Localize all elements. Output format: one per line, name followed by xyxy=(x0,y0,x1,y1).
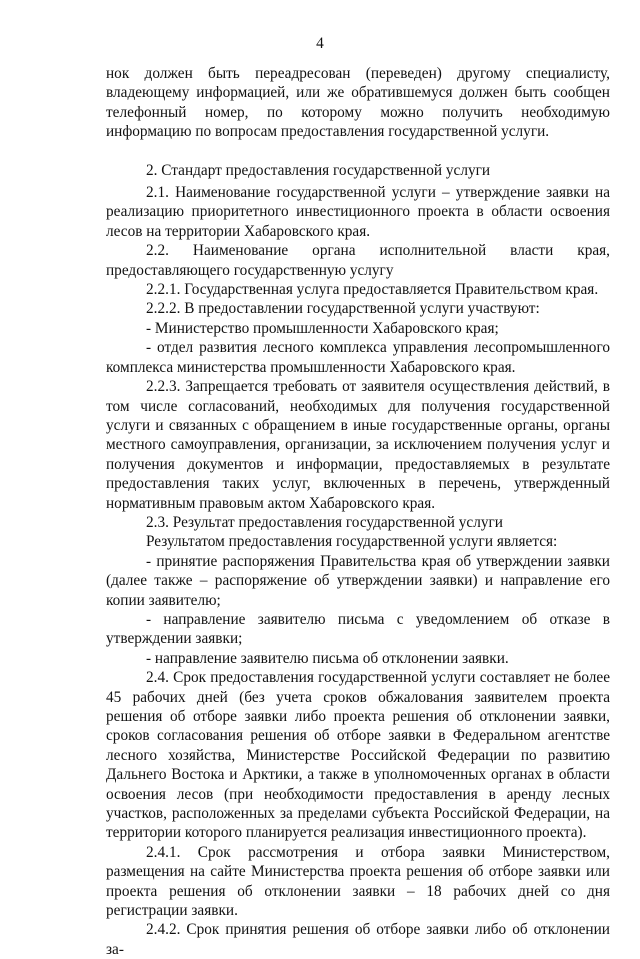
list-item-ministry: - Министерство промышленности Хабаровского края; xyxy=(146,319,499,337)
paragraph-2-4-1: 2.4.1. Срок рассмотрения и отбора заявки Министерством, размещения на сайте Министерства проекта решения об отборе заявки или проекта решения об отклонении заявки – 18 рабочих дней со дня регистрации заявки. xyxy=(106,843,610,920)
list-item-forest-department: - отдел развития лесного комплекса управления лесопромышленного комплекса министерства промышленности Хабаровского края. xyxy=(106,339,610,376)
paragraph-2-4: 2.4. Срок предоставления государственной услуги составляет не более 45 рабочих дней (без учета сроков обжалования заявителем проекта решения об отборе заявки либо проекта решения об отклонении заявки, сроков согласования решения об отборе заявки в Федеральном агентстве лесного хозяйства, Министерстве Российской Федерации по развитию Дальнего Востока и Арктики, а также в уполномоченных органах в области освоения лесов (при необходимости предоставления в аренду лесных участков, расположенных за пределами субъекта Российской Федерации, на территории которого планируется реализация инвестиционного проекта). xyxy=(106,669,610,842)
paragraph-continuation: нок должен быть переадресован (переведен) другому специалисту, владеющему информацией, или же обратившемуся должен быть сообщен телефонный номер, по которому можно получить необходимую информацию по вопросам предоставления государственной услуги. xyxy=(106,65,610,141)
list-item-rejection-letter: - направление заявителю письма об отклонении заявки. xyxy=(146,649,509,667)
section-heading-standard: 2. Стандарт предоставления государственной услуги xyxy=(146,161,491,179)
paragraph-2-4-2: 2.4.2. Срок принятия решения об отборе заявки либо об отклонении за- xyxy=(106,921,610,958)
paragraph-2-3: 2.3. Результат предоставления государственной услуги xyxy=(146,513,503,531)
paragraph-2-2-2: 2.2.2. В предоставлении государственной услуги участвуют: xyxy=(146,300,540,318)
paragraph-2-2-1: 2.2.1. Государственная услуга предоставляется Правительством края. xyxy=(146,281,599,299)
paragraph-2-2: 2.2. Наименование органа исполнительной власти края, предоставляющего государственную услугу xyxy=(106,242,610,279)
page-number: 4 xyxy=(316,35,324,52)
list-item-order: - принятие распоряжения Правительства края об утверждении заявки (далее также – распоряжение об утверждении заявки) и направление его копии заявителю; xyxy=(106,552,610,609)
paragraph-2-2-3: 2.2.3. Запрещается требовать от заявителя осуществления действий, в том числе согласований, необходимых для получения государственной услуги и связанных с обращением в иные государственные органы, органы местного самоуправления, организации, за исключением получения услуг и получения документов и информации, предоставляемых в результате предоставления таких услуг, включенных в перечень, утвержденный нормативным правовым актом Хабаровского края. xyxy=(106,378,610,512)
paragraph-2-1: 2.1. Наименование государственной услуги – утверждение заявки на реализацию приоритетного инвестиционного проекта в области освоения лесов на территории Хабаровского края. xyxy=(106,184,610,240)
document-body xyxy=(106,64,610,959)
list-item-refusal-letter: - направление заявителю письма с уведомлением об отказе в утверждении заявки; xyxy=(106,610,610,648)
paragraph-result-intro: Результатом предоставления государственной услуги является: xyxy=(146,533,558,551)
